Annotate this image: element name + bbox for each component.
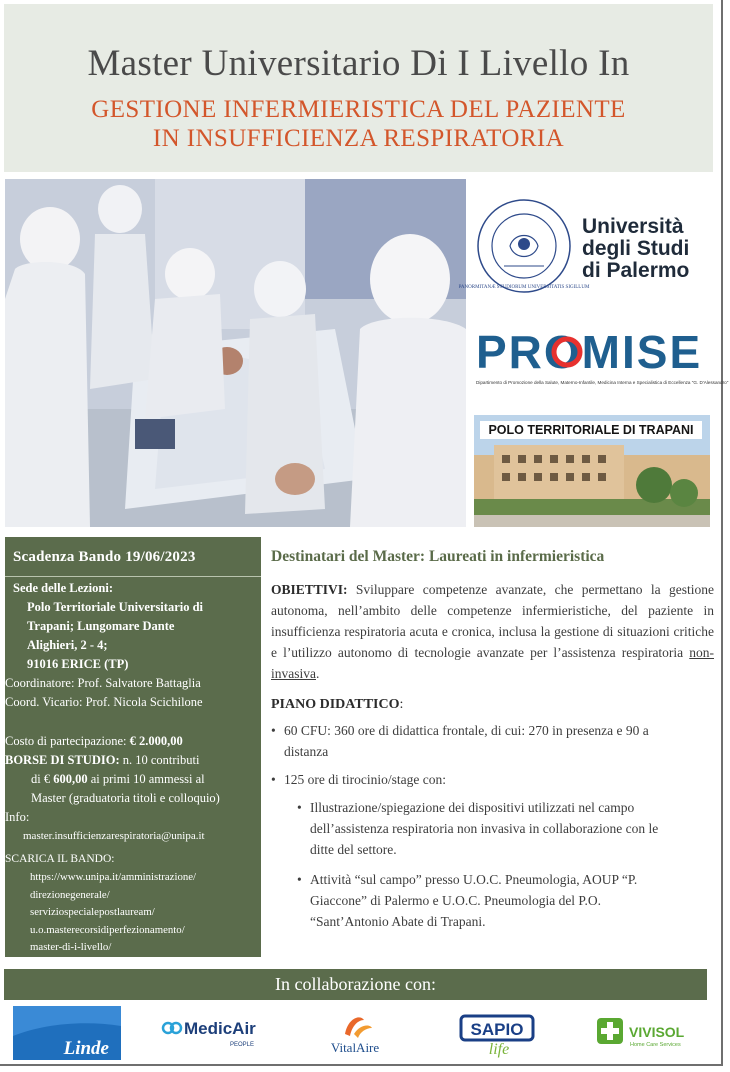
page-subtitle-line2: IN INSUFFICIENZA RESPIRATORIA [152,125,565,152]
borse-text: di € [31,772,54,786]
promise-wordmark-icon [474,326,710,378]
sede-line: Alighieri, 2 - 4; [27,638,108,652]
bando-url-line[interactable]: u.o.masterecorsidiperfezionamento/ [30,923,185,936]
obiettivi-label: OBIETTIVI: [271,582,348,597]
vitalaire-logo [320,1006,390,1060]
destinatari-heading: Destinatari del Master: Laureati in infermieristica [271,548,605,565]
bullet-text: “Sant’Antonio Abate di Trapani. [310,914,486,929]
bullet-text: Illustrazione/spiegazione dei dispositivi utilizzati nel campo [310,800,635,815]
medicair-logo [160,1006,256,1060]
linde-logo [13,1006,121,1060]
unipa-line2: degli Studi [582,237,690,260]
unipa-name [582,216,689,282]
collaboration-banner: In collaborazione con: [4,969,707,1000]
svg-text:PROMISE: PROMISE [476,326,703,378]
page-subtitle-line1: GESTIONE INFERMIERISTICA DEL PAZIENTE [91,96,626,123]
costo-label: Costo di partecipazione: [5,734,130,748]
svg-text:Linde: Linde [63,1038,109,1059]
piano-colon: : [399,697,404,712]
bullet-text: Giaccone” di Palermo e U.O.C. Pneumologia del P.O. [310,893,601,908]
piano-label: PIANO DIDATTICO [271,697,400,712]
promise-logo [474,326,729,396]
unipa-seal-icon [458,196,590,296]
coordinatore: Coordinatore: Prof. Salvatore Battaglia [5,676,201,690]
bando-url-line[interactable]: https://www.unipa.it/amministrazione/ [30,871,197,883]
bullet-cfu [271,720,714,762]
coord-vicario: Coord. Vicario: Prof. Nicola Scichilone [5,695,203,709]
polo-banner: POLO TERRITORIALE DI TRAPANI [480,421,702,439]
bullet-icon: • [271,723,276,738]
svg-text:VIVISOL: VIVISOL [629,1024,685,1040]
bando-url-line[interactable]: serviziospecialepostlauream/ [30,906,155,918]
svg-text:life: life [488,1041,510,1058]
sede-line: Trapani; Lungomare Dante [27,619,175,633]
sapio-life-logo [455,1006,539,1060]
info-label: Info: [5,810,30,824]
info-email-link[interactable]: master.insufficienzarespiratoria@unipa.it [23,830,205,842]
borse-text: Master (graduatoria titoli e colloquio) [31,791,220,805]
bullet-text: dell’assistenza respiratoria non invasiva in collaborazione con le [310,821,659,836]
obiettivi-paragraph [271,579,714,684]
svg-text:VitalAire: VitalAire [330,1040,380,1055]
promise-caption: Dipartimento di Promozione della Salute, Materno-Infantile, Medicina Interna e Specialistica di Eccellenza "G. D'Alessandro" [476,380,729,385]
borse-amount: 600,00 [53,772,88,786]
sub-bullet-campo [297,869,714,932]
bullet-tirocinio [271,769,714,790]
bullet-text: 125 ore di tirocinio/stage con: [284,772,446,787]
costo-value: € 2.000,00 [129,734,183,748]
svg-text:PANORMITANÆ STUDIORUM UNIVERSI: PANORMITANÆ STUDIORUM UNIVERSITATIS SIGILLUM [458,285,590,290]
borse-text: n. 10 contributi [119,753,200,767]
bullet-text: ditte del settore. [310,842,397,857]
svg-text:SAPIO: SAPIO [470,1020,524,1039]
sede-line: Polo Territoriale Universitario di [27,600,204,614]
bullet-text: 60 CFU: 360 ore di didattica frontale, di cui: 270 in presenza e 90 a [284,723,649,738]
icu-photo [5,179,466,527]
bullet-text: Attività “sul campo” presso U.O.C. Pneumologia, AOUP “P. [310,872,638,887]
unipa-logo [458,196,710,296]
svg-text:MedicAir: MedicAir [184,1019,256,1038]
obiettivi-underlined: non-invasiva [271,645,714,681]
bullet-text: distanza [284,744,329,759]
piano-heading [271,694,714,715]
sede-label: Sede delle Lezioni: [13,581,113,595]
obiettivi-text: Sviluppare competenze avanzate, che permettano la gestione autonoma, nell’ambito delle competenze infermieristiche, del paziente in insufficienza respiratoria acuta e cronica, inclusa la gestione di situazioni critiche e l’utilizzo autonomo di tecnologie avanzate per l’assistenza respiratoria [271,582,714,660]
header-banner [4,4,713,172]
page-title: Master Universitario Di I Livello In [87,43,630,84]
deadline-heading: Scadenza Bando 19/06/2023 [13,549,196,565]
scarica-label: SCARICA IL BANDO: [5,853,115,865]
bullet-icon: • [297,800,302,815]
bullet-icon: • [271,772,276,787]
divider [5,576,261,577]
bullet-icon: • [297,872,302,887]
unipa-line1: Università [582,215,684,238]
vivisol-logo [593,1006,697,1060]
info-sidebar [5,537,261,957]
bando-url-line[interactable]: direzionegenerale/ [30,888,110,901]
polo-trapani-photo [474,415,710,527]
unipa-line3: di Palermo [582,259,690,282]
sub-bullet-dispositivi [297,797,714,860]
svg-text:Home Care Services: Home Care Services [630,1042,681,1048]
sede-line: 91016 ERICE (TP) [27,657,129,671]
costo-block [5,732,249,846]
sede-block [5,579,257,712]
bando-url-line[interactable]: master-di-i-livello/ [30,941,112,953]
obiettivi-end: . [316,666,320,681]
borse-label: BORSE DI STUDIO: [5,753,120,767]
svg-text:PEOPLE: PEOPLE [230,1042,255,1048]
scarica-block [5,850,249,957]
borse-text: ai primi 10 ammessi al [87,772,205,786]
